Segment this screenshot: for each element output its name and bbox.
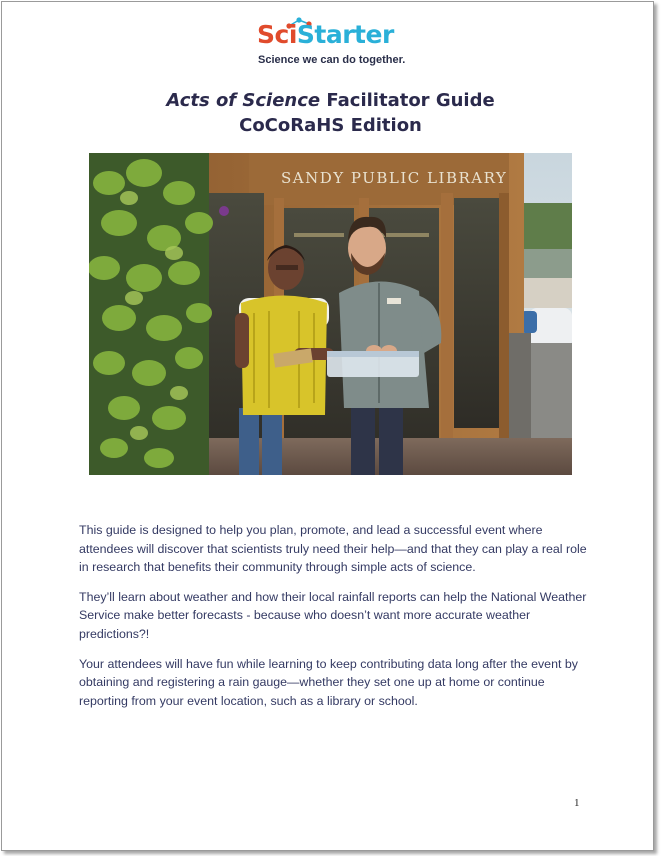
- logo-starter: Starter: [296, 20, 394, 49]
- logo-tagline: Science we can do together.: [258, 54, 406, 66]
- title-rest: Facilitator Guide: [320, 90, 495, 111]
- paragraph-intro: This guide is designed to help you plan, promote, and lead a successful event where attendees will discover that scientists truly need their help—and that they can play a real role in research that benefits their community through simple acts of science.: [79, 523, 587, 575]
- library-photo: [89, 153, 572, 475]
- paragraph-rain-gauge: Your attendees will have fun while learning to keep contributing data long after the event by obtaining and registering a rain gauge—whether they set one up at home or continue reporting from your event location, such as a library or school.: [79, 656, 578, 708]
- scistarter-logo: [255, 16, 415, 70]
- title-italic: Acts of Science: [166, 90, 321, 111]
- document-title: [0, 88, 661, 138]
- title-line-2: CoCoRaHS Edition: [239, 115, 422, 136]
- paragraph-weather: They’ll learn about weather and how their local rainfall reports can help the National Weather Service make better forecasts - because who doesn’t want more accurate weather predictions?!: [79, 589, 587, 641]
- title-line-1: [0, 88, 661, 113]
- library-photo-illustration: [89, 153, 572, 475]
- page-number: 1: [574, 797, 580, 809]
- logo-sci: Sci: [257, 20, 297, 49]
- body-text: [79, 521, 589, 721]
- library-sign-text: SANDY PUBLIC LIBRARY: [281, 169, 508, 187]
- logo-wordmark: [257, 20, 394, 50]
